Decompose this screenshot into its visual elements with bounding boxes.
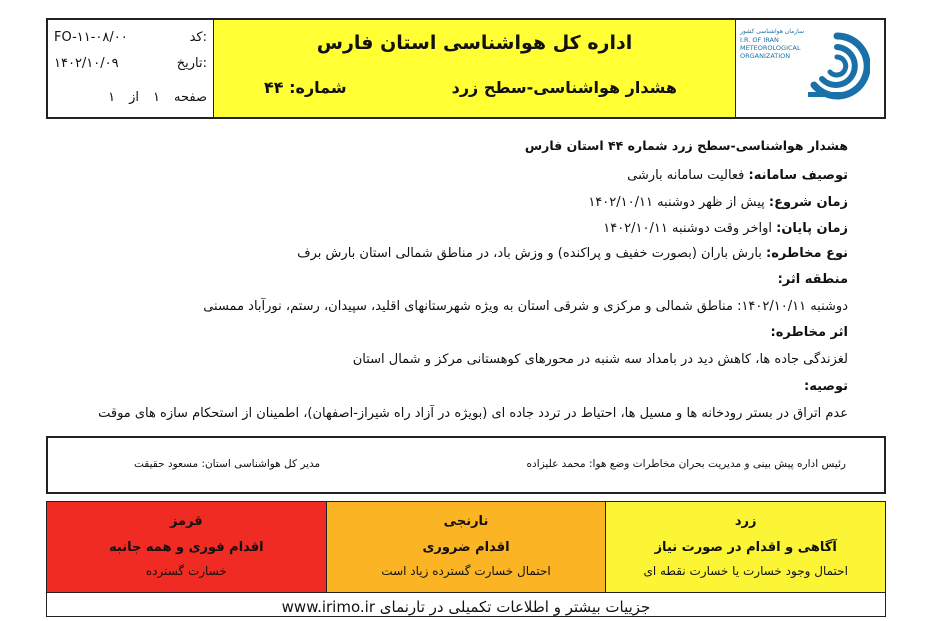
level-orange-action: اقدام ضروری — [422, 540, 510, 555]
level-yellow-name: زرد — [734, 514, 757, 529]
level-orange-name: نارنجی — [443, 514, 489, 529]
level-yellow — [606, 502, 885, 592]
date-label: تاریخ: — [176, 56, 207, 71]
level-yellow-action: آگاهی و اقدام در صورت نیاز — [654, 540, 837, 555]
document-header — [46, 18, 886, 119]
code-value: FO-۱۱-۰۸/۰۰ — [54, 30, 128, 45]
area-label: منطقه اثر: — [777, 272, 848, 287]
system-row — [627, 168, 848, 183]
website-footer: جزییات بیشتر و اطلاعات تکمیلی در تارنمای www.irimo.ir — [46, 593, 886, 617]
warning-document — [46, 18, 886, 617]
page-label: صفحه — [174, 90, 207, 105]
level-red-desc: خسارت گسترده — [145, 564, 227, 578]
logo-text-fa: سازمان هواشناسی کشور — [740, 28, 804, 35]
hazard-label: نوع مخاطره: — [766, 246, 848, 261]
header-title-area — [214, 20, 736, 117]
logo-area — [736, 20, 884, 117]
level-red-action: اقدام فوری و همه جانبه — [109, 540, 264, 555]
level-red — [47, 502, 326, 592]
end-label: زمان پایان: — [776, 221, 848, 236]
area-value: دوشنبه ۱۴۰۲/۱۰/۱۱: مناطق شمالی و مرکزی و شرقی استان به ویژه شهرستانهای اقلید، سپیدان، رستم، نورآباد ممسنی — [203, 299, 848, 314]
logo-text-en-1: I.R. OF IRAN — [740, 36, 779, 44]
director-name: مسعود حقیقت — [134, 458, 199, 470]
start-value: پیش از ظهر دوشنبه ۱۴۰۲/۱۰/۱۱ — [588, 195, 765, 210]
level-yellow-desc: احتمال وجود خسارت یا خسارت نقطه ای — [643, 564, 848, 578]
head-signature — [527, 458, 846, 470]
hazard-value: بارش باران (بصورت خفیف و پراکنده) و وزش باد، در مناطق شمالی استان بارش برف — [297, 246, 762, 261]
start-row — [588, 195, 848, 210]
effect-label: اثر مخاطره: — [770, 325, 848, 340]
level-red-name: قرمز — [169, 514, 203, 529]
hazard-row — [297, 246, 848, 261]
advice-value: عدم اتراق در بستر رودخانه ها و مسیل ها، احتیاط در تردد جاده ای (بویژه در آزاد راه شیراز-اصفهان)، اطمینان از استحکام سازه های موقت — [98, 406, 848, 421]
level-orange-desc: احتمال خسارت گسترده زیاد است — [381, 564, 551, 578]
head-name: محمد علیزاده — [526, 458, 586, 470]
system-label: توصیف سامانه: — [748, 168, 848, 183]
page-of: از — [129, 90, 140, 105]
document-title: اداره کل هواشناسی استان فارس — [316, 32, 633, 54]
meteorological-organization-logo-icon — [804, 30, 870, 104]
signature-box — [46, 436, 886, 494]
warning-body — [48, 128, 848, 428]
page-total: ۱ — [108, 90, 116, 105]
document-subtitle: هشدار هواشناسی-سطح زرد — [451, 78, 677, 97]
logo-text-en-3: ORGANIZATION — [740, 52, 791, 60]
start-label: زمان شروع: — [768, 195, 848, 210]
end-value: اواخر وقت دوشنبه ۱۴۰۲/۱۰/۱۱ — [603, 221, 772, 236]
date-value: ۱۴۰۲/۱۰/۰۹ — [54, 56, 119, 71]
level-orange — [326, 502, 607, 592]
number-value: ۴۴ — [264, 78, 284, 97]
warning-heading: هشدار هواشناسی-سطح زرد شماره ۴۴ استان فارس — [524, 138, 848, 153]
advice-label: توصیه: — [804, 379, 848, 394]
logo-text-en-2: METEOROLOGICAL — [740, 44, 801, 52]
director-signature — [134, 458, 320, 470]
end-row — [603, 221, 848, 236]
organization-name — [740, 28, 804, 60]
effect-value: لغزندگی جاده ها، کاهش دید در بامداد سه شنبه در محورهای کوهستانی مرکز و شمال استان — [352, 352, 848, 367]
number-label: شماره: — [289, 78, 347, 97]
document-meta — [48, 20, 214, 117]
director-title: مدیر کل هواشناسی استان: — [201, 458, 321, 470]
warning-levels-legend — [46, 501, 886, 593]
head-title: رئیس اداره پیش بینی و مدیریت بحران مخاطرات وضع هوا: — [589, 458, 846, 470]
page-current: ۱ — [153, 90, 161, 105]
system-value: فعالیت سامانه بارشی — [627, 168, 745, 183]
document-number — [264, 78, 347, 97]
code-label: کد: — [189, 30, 207, 45]
